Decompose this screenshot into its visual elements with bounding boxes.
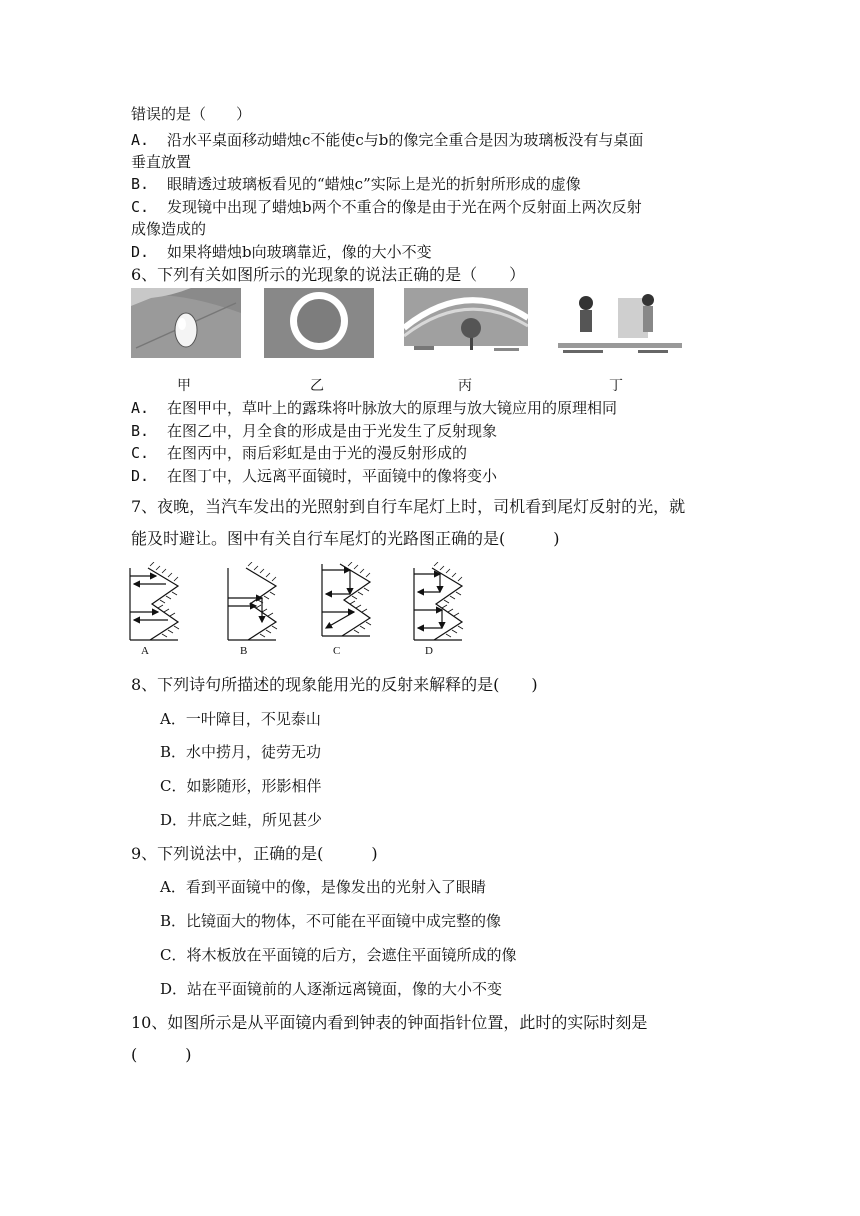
q6-caption-yi: 乙 [310, 378, 324, 394]
q6-option-a [131, 398, 617, 418]
q6-image-bing [404, 288, 528, 358]
option-text: 在图乙中，月全食的形成是由于光发生了反射现象 [167, 422, 498, 440]
q8-option-b: B．水中捞月，徒劳无功 [160, 743, 322, 761]
q7-label-d: D [425, 645, 433, 657]
q8-option-d: D．井底之蛙，所见甚少 [160, 811, 323, 829]
option-letter: B. [131, 422, 150, 440]
q9-option-b: B．比镜面大的物体，不可能在平面镜中成完整的像 [160, 912, 502, 930]
q10-stem-line2: ( ) [131, 1045, 192, 1064]
option-letter: D. [131, 467, 150, 485]
option-letter: B. [131, 175, 150, 193]
q5-option-b [131, 174, 581, 194]
q5-option-c-cont: 成像造成的 [131, 220, 207, 238]
option-letter: C. [131, 198, 150, 216]
q6-caption-jia: 甲 [177, 378, 191, 394]
q5-stem-tail: 错误的是（ ） [131, 105, 252, 123]
q7-stem-line1: 7、夜晚，当汽车发出的光照射到自行车尾灯上时，司机看到尾灯反射的光，就 [131, 497, 686, 516]
q9-option-c: C．将木板放在平面镜的后方，会遮住平面镜所成的像 [160, 946, 517, 964]
q9-option-d: D．站在平面镜前的人逐渐远离镜面，像的大小不变 [160, 980, 503, 998]
q9-option-a: A．看到平面镜中的像，是像发出的光射入了眼睛 [160, 878, 486, 896]
q6-caption-bing: 丙 [458, 378, 472, 394]
q8-option-c: C．如影随形，形影相伴 [160, 777, 322, 795]
option-letter: C. [131, 444, 150, 462]
option-text: 沿水平桌面移动蜡烛c不能使c与b的像完全重合是因为玻璃板没有与桌面 [167, 131, 644, 149]
q6-image-jia [131, 288, 241, 358]
option-text: 眼睛透过玻璃板看见的“蜡烛c”实际上是光的折射所形成的虚像 [167, 175, 581, 193]
q7-label-b: B [240, 645, 248, 657]
q8-stem: 8、下列诗句所描述的现象能用光的反射来解释的是( ) [131, 675, 538, 694]
q9-stem: 9、下列说法中，正确的是( ) [131, 844, 378, 863]
option-letter: A. [131, 399, 150, 417]
option-letter: A. [131, 131, 150, 149]
q6-option-d [131, 466, 497, 486]
q5-option-a-cont: 垂直放置 [131, 153, 192, 171]
option-letter: D. [131, 243, 150, 261]
option-text: 发现镜中出现了蜡烛b两个不重合的像是由于光在两个反射面上两次反射 [167, 198, 642, 216]
q7-label-c: C [333, 645, 341, 657]
q5-option-a [131, 130, 643, 150]
q7-stem-line2: 能及时避让。图中有关自行车尾灯的光路图正确的是( ) [131, 529, 560, 548]
option-text: 如果将蜡烛b向玻璃靠近，像的大小不变 [167, 243, 432, 261]
q6-stem: 6、下列有关如图所示的光现象的说法正确的是（ ） [131, 265, 526, 284]
q7-light-path-diagrams [128, 562, 478, 644]
q5-option-c [131, 197, 642, 217]
q6-image-ding [558, 288, 682, 358]
option-text: 在图丁中，人远离平面镜时，平面镜中的像将变小 [167, 467, 498, 485]
q8-option-a: A．一叶障目，不见泰山 [160, 710, 321, 728]
q6-option-b [131, 421, 497, 441]
q6-option-c [131, 443, 467, 463]
q6-caption-ding: 丁 [609, 378, 623, 394]
q7-label-a: A [141, 645, 149, 657]
option-text: 在图丙中，雨后彩虹是由于光的漫反射形成的 [167, 444, 468, 462]
q10-stem-line1: 10、如图所示是从平面镜内看到钟表的钟面指针位置，此时的实际时刻是 [131, 1013, 648, 1032]
q6-image-yi [264, 288, 374, 358]
q5-option-d [131, 242, 432, 262]
option-text: 在图甲中，草叶上的露珠将叶脉放大的原理与放大镜应用的原理相同 [167, 399, 618, 417]
